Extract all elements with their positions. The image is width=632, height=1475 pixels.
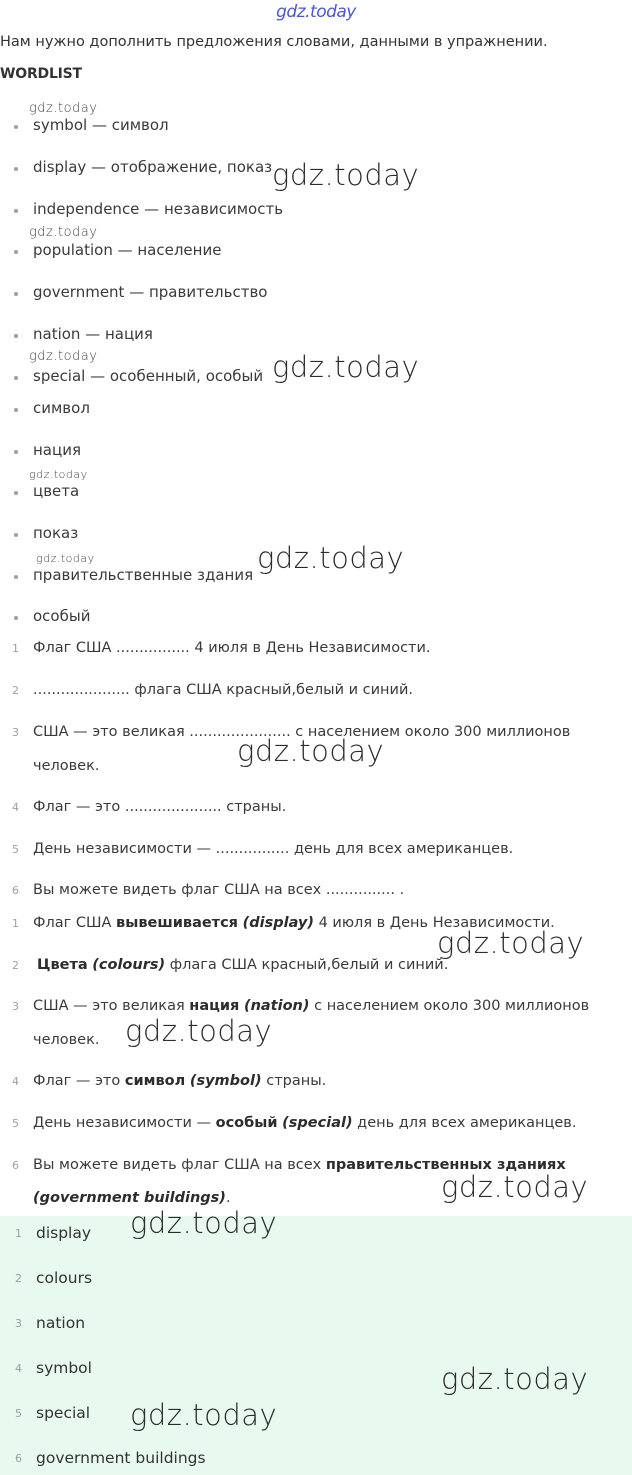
watermark: gdz.today [36,552,95,565]
bullet-icon [14,616,18,620]
bullet-icon [14,376,18,380]
bullet-icon [14,292,18,296]
bullet-icon [14,575,18,579]
watermark: gdz.today [125,1014,273,1048]
intro-text: Нам нужно дополнить предложения словами, данными в упражнении. [0,34,548,50]
watermark: gdz.today [29,225,98,240]
watermark: gdz.today [441,1170,589,1204]
watermark: gdz.today [272,158,420,192]
bullet-icon [14,450,18,454]
bullet-icon [14,209,18,213]
solution-item-continuation: человек. [33,1032,100,1048]
watermark: gdz.today [437,926,585,960]
watermark: gdz.today [441,1362,589,1396]
watermark: gdz.today [29,349,98,364]
watermark: gdz.today [130,1398,278,1432]
bullet-icon [14,408,18,412]
task-item-continuation: человек. [33,758,100,774]
bullet-icon [14,334,18,338]
bullet-icon [14,250,18,254]
bullet-icon [14,125,18,129]
answer-box [0,1216,632,1475]
bullet-icon [14,167,18,171]
watermark: gdz.today [130,1206,278,1240]
bullet-icon [14,533,18,537]
watermark: gdz.today [29,468,88,481]
watermark: gdz.today [272,350,420,384]
bullet-icon [14,491,18,495]
wordlist-title: WORDLIST [0,66,82,82]
watermark: gdz.today [257,541,405,575]
header-watermark: gdz.today [276,2,356,22]
solution-item-continuation: (government buildings). [33,1190,231,1206]
watermark: gdz.today [29,101,98,116]
watermark: gdz.today [237,734,385,768]
